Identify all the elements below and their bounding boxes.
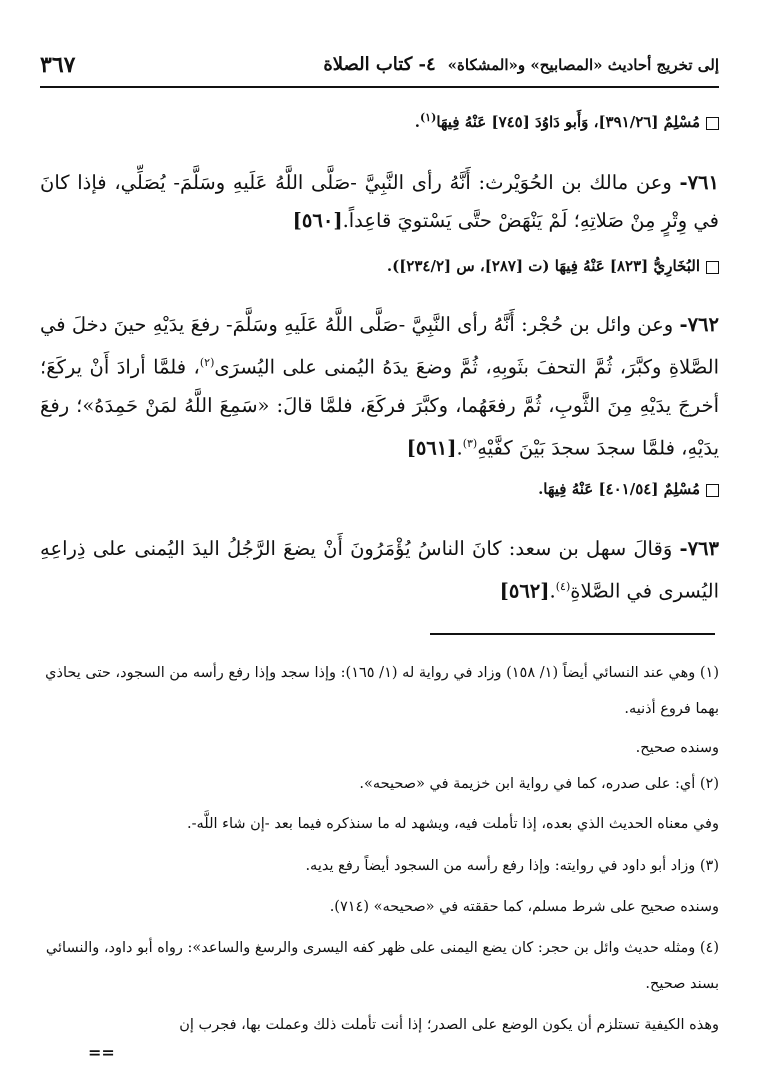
footnote-4: (٤) ومثله حديث وائل بن حجر: كان يضع اليمنى على ظهر كفه اليسرى والرسغ والساعد»: رواه أبو داود، والنسائي بسند صحيح.: [45, 940, 719, 992]
footnote-4-note: وهذه الكيفية تستلزم أن يكون الوضع على الصدر؛ إذا أنت تأملت ذلك وعملت بها، فجرب إن: [179, 1017, 719, 1033]
hadith-762: ٧٦٢- وعن وائل بن حُجْر: أَنَّهُ رأى النَّبِيَّ -صَلَّى اللَّهُ عَلَيهِ وسَلَّمَ- رفعَ يدَيْهِ حينَ دخلَ في الصَّلاةِ وكبَّرَ، ثُمَّ التحفَ بثَوبِهِ، ثُمَّ وضعَ يدَهُ اليُمنى على اليُسرَى$^{(٢)}$، فلمَّا أرادَ أَنْ يركَعَ؛ أخرجَ يدَيْهِ مِنَ الثَّوبِ، ثُمَّ رفعَهُما، وكبَّرَ فركَعَ، فلمَّا قالَ: «سَمِعَ اللَّهُ لمَنْ حَمِدَهُ»؛ رفعَ يدَيْهِ، فلمَّا سجدَ سجدَ بَيْنَ كفَّيْهِ$^{(٣)}$.[٥٦١]: [40, 313, 719, 459]
footnote-marker: (٤): [555, 580, 571, 593]
continuation-mark: ==: [88, 1043, 115, 1062]
hadith-text: وَقالَ سهل بن سعد: كانَ الناسُ يُؤْمَرُونَ أَنْ يضعَ الرَّجُلُ اليدَ اليُمنى على ذِراعِهِ اليُسرى في الصَّلاةِ: [40, 537, 719, 603]
footnote-3: (٣) وزاد أبو داود في روايته: وإذا رفع رأسه من السجود أيضاً رفع يديه.: [305, 858, 719, 874]
hadith-ref: [٥٦٢]: [499, 579, 550, 603]
page-header: [40, 52, 719, 88]
book-title: إلى تخريج أحاديث «المصابيح» و«المشكاة»: [447, 56, 719, 74]
footnote-2-note: وفي معناه الحديث الذي بعده، إذا تأملت فيه، ويشهد له ما سنذكره فيما بعد -إن شاء اللَّه-.: [187, 816, 719, 832]
page-number: ٣٦٧: [40, 52, 76, 78]
footnote-1: (١) وهي عند النسائي أيضاً (١/ ١٥٨) وزاد في رواية له (١/ ١٦٥): وإذا سجد وإذا رفع رأسه من السجود، حتى يحاذي بهما فروع أذنيه.: [45, 665, 719, 717]
hadith-text: وعن مالك بن الحُوَيْرث: أَنَّهُ رأى النَّبِيَّ -صَلَّى اللَّهُ عَلَيهِ وسَلَّمَ- يُصَلِّي، فإذا كانَ في وِتْرٍ مِنْ صَلاتِهِ؛ لَمْ يَنْهَضْ حتَّى يَسْتويَ قاعِداً.: [40, 171, 719, 232]
hadith-761: [40, 164, 719, 240]
source-line: البُخَارِيُّ [٨٢٣] عَنْهُ فِيهَا (ت [٢٨٧]، س [٢٣٤/٢]).: [40, 255, 719, 277]
footnote-marker: (٣): [462, 436, 478, 450]
hadith-text: وعن وائل بن حُجْر: أَنَّهُ رأى النَّبِيَّ -صَلَّى اللَّهُ عَلَيهِ وسَلَّمَ- رفعَ يدَيْهِ حينَ دخلَ في الصَّلاةِ وكبَّرَ، ثُمَّ التحفَ بثَوبِهِ، ثُمَّ وضعَ يدَهُ اليُمنى على اليُسرَى: [40, 313, 719, 379]
hadith-number: ٧٦٢-: [679, 313, 719, 336]
checkbox-square-icon: [706, 484, 719, 497]
hadith-ref: [٥٦١]: [406, 436, 457, 459]
hadith-763: ٧٦٣- وَقالَ سهل بن سعد: كانَ الناسُ يُؤْمَرُونَ أَنْ يضعَ الرَّجُلُ اليدَ اليُمنى على ذِراعِهِ اليُسرى في الصَّلاةِ$^{(٤)}$.[٥٦٢]: [40, 537, 719, 603]
footnote-1-note: وسنده صحيح.: [635, 740, 719, 756]
footnote-marker: (١): [419, 111, 437, 124]
source-line: مُسْلِمٌ [٣٩١/٢٦]، وَأَبو دَاوُدَ [٧٤٥] عَنْهُ فِيهَا$^{(١)}$.: [40, 107, 719, 133]
checkbox-square-icon: [706, 117, 719, 130]
footnote-marker: (٢): [199, 356, 215, 369]
hadith-number: ٧٦١-: [679, 171, 719, 194]
checkbox-square-icon: [706, 261, 719, 274]
footnote-separator: [430, 633, 715, 635]
hadith-ref: [٥٦٠]: [292, 209, 343, 232]
source-line: مُسْلِمٌ [٤٠١/٥٤] عَنْهُ فِيهَا.: [40, 478, 719, 500]
footnote-2: (٢) أي: على صدره، كما في رواية ابن خزيمة في «صحيحه».: [359, 776, 719, 792]
footnote-3-note: وسنده صحيح على شرط مسلم، كما حققته في «صحيحه» (٧١٤).: [329, 899, 719, 915]
chapter-title: ٤- كتاب الصلاة: [323, 54, 436, 75]
hadith-number: ٧٦٣-: [679, 537, 719, 560]
